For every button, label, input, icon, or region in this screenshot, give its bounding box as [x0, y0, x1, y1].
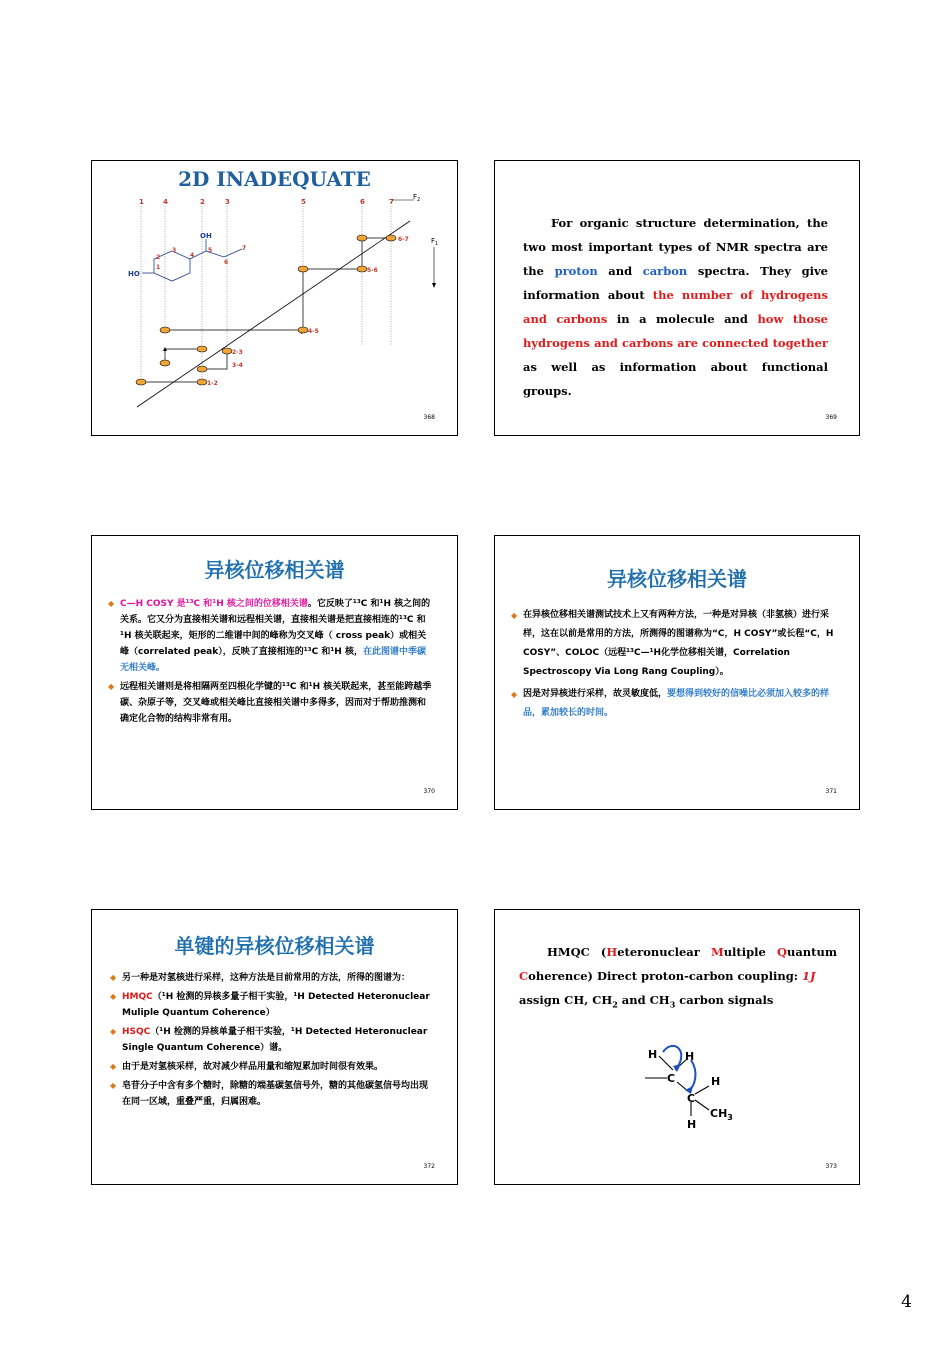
bullet-item: ◆ 由于是对氢核采样，故对减少样品用量和缩短累加时间很有效果。 — [110, 1059, 434, 1075]
slide-number: 371 — [825, 788, 837, 795]
axis-label: 4 — [163, 198, 168, 206]
bullet-item: ◆ 远程相关谱则是将相隔两至四根化学键的¹³C 和¹H 核关联起来，甚至能跨越季碳、杂原子等，交叉峰或相关峰比直接相关谱中多得多，因而对于帮助推测和确定化合物的结构非常有用。 — [108, 679, 432, 727]
ho-label: HO — [128, 270, 140, 278]
peak-dot — [197, 366, 207, 372]
oh-label: OH — [200, 232, 212, 240]
atom-h: H — [648, 1048, 658, 1061]
bullet-item: ◆ HMQC（¹H 检测的异核多量子相干实验，¹H Detected Heteronuclear Muliple Quantum Coherence） — [110, 989, 434, 1021]
atom-c: C — [687, 1092, 696, 1105]
bullet-list — [110, 970, 434, 1113]
slide-title: 2D INADEQUATE — [178, 167, 371, 191]
bullet-item: ◆ C—H COSY 是¹³C 和¹H 核之间的位移相关谱。它反映了¹³C 和¹H 核之间的关系。它又分为直接相关谱和远程相关谱，直接相关谱是把直接相连的¹³C 和¹H 核关联起来，矩形的二维谱中间的峰称为交叉峰（ cross peak）或相关峰（correlated peak），反映了直接相连的¹³C 和¹H 核，在此图谱中季碳无相关峰。 — [108, 596, 432, 676]
peak-dot — [222, 348, 232, 354]
slide-number: 369 — [825, 414, 837, 421]
slide-number: 370 — [423, 788, 435, 795]
atom-ch3: $CH_3$ — [710, 1107, 733, 1122]
atom-number: 3 — [172, 247, 177, 254]
slide-title: 异核位移相关谱 — [607, 567, 747, 591]
slide-373 — [494, 909, 860, 1185]
peak-dot — [197, 379, 207, 385]
bullet-item: ◆ 在异核位移相关谱测试技术上又有两种方法，一种是对异核（非氢核）进行采样，这在以前是常用的方法，所测得的图谱称为“C，H COSY”或长程“C，H COSY”、COLOC（远程¹³C—¹H化学位移相关谱，Correlation Spectroscopy Via Long Rang Coupling）。 — [511, 606, 837, 682]
inadequate-spectrum — [92, 161, 459, 437]
axis-label: 3 — [225, 198, 230, 206]
bullet-item: ◆ 因是对异核进行采样，故灵敏度低，要想得到较好的信噪比必须加入较多的样品，累加较长的时间。 — [511, 685, 837, 723]
bullet-item: ◆ 皂苷分子中含有多个糖时，除糖的端基碳氢信号外，糖的其他碳氢信号均出现在同一区域，重叠严重，归属困难。 — [110, 1078, 434, 1110]
f1-label: $F_1$ — [431, 237, 439, 247]
atom-h: H — [687, 1118, 697, 1131]
peak-dot — [197, 346, 207, 352]
peak-dot — [160, 327, 170, 333]
slide-body: For organic structure determination, the two most important types of NMR spectra are the proton and carbon spectra. They give information about the number of hydrogens and carbons in a molecule and how those hydrogens and carbons are connected together as well as information about functional groups. — [523, 216, 828, 398]
bullet-item: ◆ 另一种是对氢核进行采样，这种方法是目前常用的方法，所得的图谱为： — [110, 970, 434, 986]
slide-number: 373 — [825, 1163, 837, 1170]
atom-number: 4 — [190, 252, 195, 259]
atom-number: 1 — [156, 264, 161, 271]
axis-label: 2 — [200, 198, 205, 206]
atom-c: C — [667, 1072, 676, 1085]
bullet-list — [511, 606, 837, 726]
f2-label: $F_2$ — [413, 193, 421, 203]
peak-label: 3-4 — [232, 362, 243, 369]
peak-dot — [136, 379, 146, 385]
atom-h: H — [685, 1050, 695, 1063]
slide-369 — [494, 160, 860, 436]
bullet-list — [108, 596, 432, 730]
peak-label: 1-2 — [207, 380, 218, 387]
slide-body: HMQC (Heteronuclear Multiple Quantum Coherence) Direct proton-carbon coupling: 1J assign CH, $CH_2$ and $CH_3$ carbon signals — [519, 945, 837, 1010]
slide-371 — [494, 535, 860, 810]
axis-label: 5 — [301, 198, 306, 206]
axis-label: 7 — [389, 198, 394, 206]
ethyl-molecule — [495, 910, 861, 1186]
atom-number: 6 — [224, 259, 229, 266]
slide-number: 372 — [423, 1163, 435, 1170]
peak-dot — [298, 327, 308, 333]
peak-label: 2-3 — [232, 349, 243, 356]
bullet-item: ◆ HSQC（¹H 检测的异核单量子相干实验，¹H Detected Heteronuclear Single Quantum Coherence）谱。 — [110, 1024, 434, 1056]
slide-370 — [91, 535, 458, 810]
atom-number: 7 — [242, 245, 247, 252]
atom-number: 2 — [156, 254, 161, 261]
axis-label: 6 — [360, 198, 365, 206]
axis-label: 1 — [139, 198, 144, 206]
slide-368 — [91, 160, 458, 436]
peak-label: 5-6 — [367, 267, 378, 274]
slide-title: 异核位移相关谱 — [204, 558, 345, 582]
peak-label: 4-5 — [308, 328, 319, 335]
peak-dot — [357, 266, 367, 272]
peak-dot — [160, 360, 170, 366]
page-number: 4 — [901, 1292, 912, 1312]
slide-number: 368 — [423, 414, 435, 421]
peak-dot — [298, 266, 308, 272]
atom-number: 5 — [208, 247, 213, 254]
slide-title: 单键的异核位移相关谱 — [174, 934, 375, 958]
slide-372 — [91, 909, 458, 1185]
peak-label: 6-7 — [398, 236, 409, 243]
peak-dot — [386, 235, 396, 241]
atom-h: H — [711, 1075, 721, 1088]
peak-dot — [357, 235, 367, 241]
